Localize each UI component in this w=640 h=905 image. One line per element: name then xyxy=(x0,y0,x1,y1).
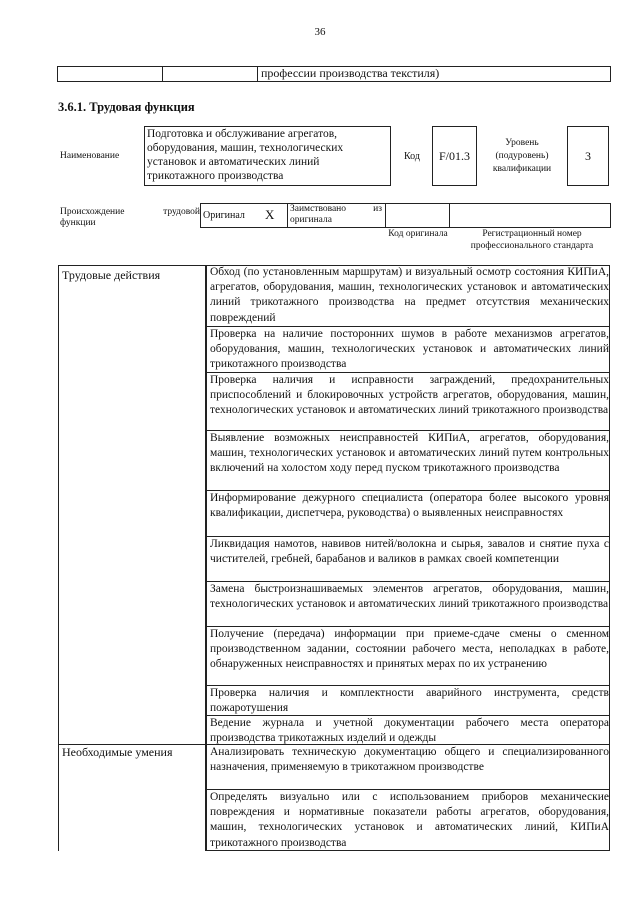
reg-number-cell xyxy=(450,204,609,227)
skill-row: Анализировать техническую документацию общего и специализированного назначения, применяемую в трикотажном производстве xyxy=(206,744,610,789)
labor-action-row: Получение (передача) информации при приеме-сдаче смены о сменном производственном задании, состоянии рабочего места, неполадках в работе, обнаруженных неисправностях и принятых мерах по их устранению xyxy=(206,626,610,685)
labor-action-row: Информирование дежурного специалиста (оператора более высокого уровня квалификации, диспетчера, руководства) о выявленных неисправностях xyxy=(206,490,610,536)
naimenovanie-label: Наименование xyxy=(60,151,120,161)
origin-row xyxy=(200,203,611,228)
continuation-cell-2 xyxy=(162,67,258,81)
kod-originala-cell xyxy=(386,204,450,227)
borrowed-label: Заимствовано из оригинала xyxy=(290,204,382,225)
page-number: 36 xyxy=(314,26,326,38)
labor-action-row: Проверка на наличие посторонних шумов в работе механизмов агрегатов, оборудования, машин, технологических установок и автоматических линий трикотажного производства xyxy=(206,326,610,372)
labor-action-row: Обход (по установленным маршрутам) и визуальный осмотр состояния КИПиА, агрегатов, оборудования, машин, технологических установок и автоматических линий трикотажного производства на предмет отсутствия механических повреждений xyxy=(206,265,610,326)
kod-label: Код xyxy=(404,151,420,162)
labor-action-row: Замена быстроизнашиваемых элементов агрегатов, оборудования, машин, технологических установок и автоматических линий трикотажного производства xyxy=(206,581,610,626)
continuation-cell-1 xyxy=(58,67,163,81)
original-cell xyxy=(201,204,288,227)
level-label: Уровень (подуровень) квалификации xyxy=(492,138,552,174)
level-value: 3 xyxy=(567,126,609,186)
table-left-border xyxy=(58,265,59,851)
original-mark: X xyxy=(265,207,275,222)
reg-number-label: Регистрационный номер профессионального стандарта xyxy=(470,229,594,251)
skills-label: Необходимые умения xyxy=(62,745,173,759)
origin-label: Происхождение трудовой функции xyxy=(60,207,200,228)
labor-action-row: Проверка наличия и исправности заграждений, предохранительных приспособлений и блокировочных устройств агрегатов, оборудования, машин, технологических установок и автоматических линий трикотажного производства xyxy=(206,372,610,430)
kod-originala-label: Код оригинала xyxy=(388,229,448,239)
function-name: Подготовка и обслуживание агрегатов, оборудования, машин, технологических установок и автоматических линий трикотажного производства xyxy=(144,126,391,186)
labor-actions-label: Трудовые действия xyxy=(62,268,161,282)
continuation-text: профессии производства текстиля) xyxy=(261,66,440,80)
labor-action-row: Выявление возможных неисправностей КИПиА, агрегатов, оборудования, машин, технологических установок и автоматических линий путем контрольных включений на холостом ходу перед пуском трикотажного производства xyxy=(206,430,610,490)
labor-action-row: Ликвидация намотов, навивов нитей/волокна и сырья, завалов и снятие пуха с чистителей, гребней, барабанов и валиков в рамках своей компетенции xyxy=(206,536,610,581)
kod-value: F/01.3 xyxy=(432,126,477,186)
labor-action-row: Ведение журнала и учетной документации рабочего места оператора производства трикотажных изделий и одежды xyxy=(206,715,610,744)
original-label: Оригинал xyxy=(203,210,245,221)
continuation-row xyxy=(57,66,611,82)
skill-row: Определять визуально или с использованием приборов механические повреждения и нормативные показатели работы агрегатов, оборудования, машин, технологических установок и автоматических линий, КИПиА трикотажного производства xyxy=(206,789,610,851)
section-title: 3.6.1. Трудовая функция xyxy=(58,100,195,114)
borrowed-cell xyxy=(288,204,386,227)
labor-action-row: Проверка наличия и комплектности аварийного инструмента, средств пожаротушения xyxy=(206,685,610,715)
